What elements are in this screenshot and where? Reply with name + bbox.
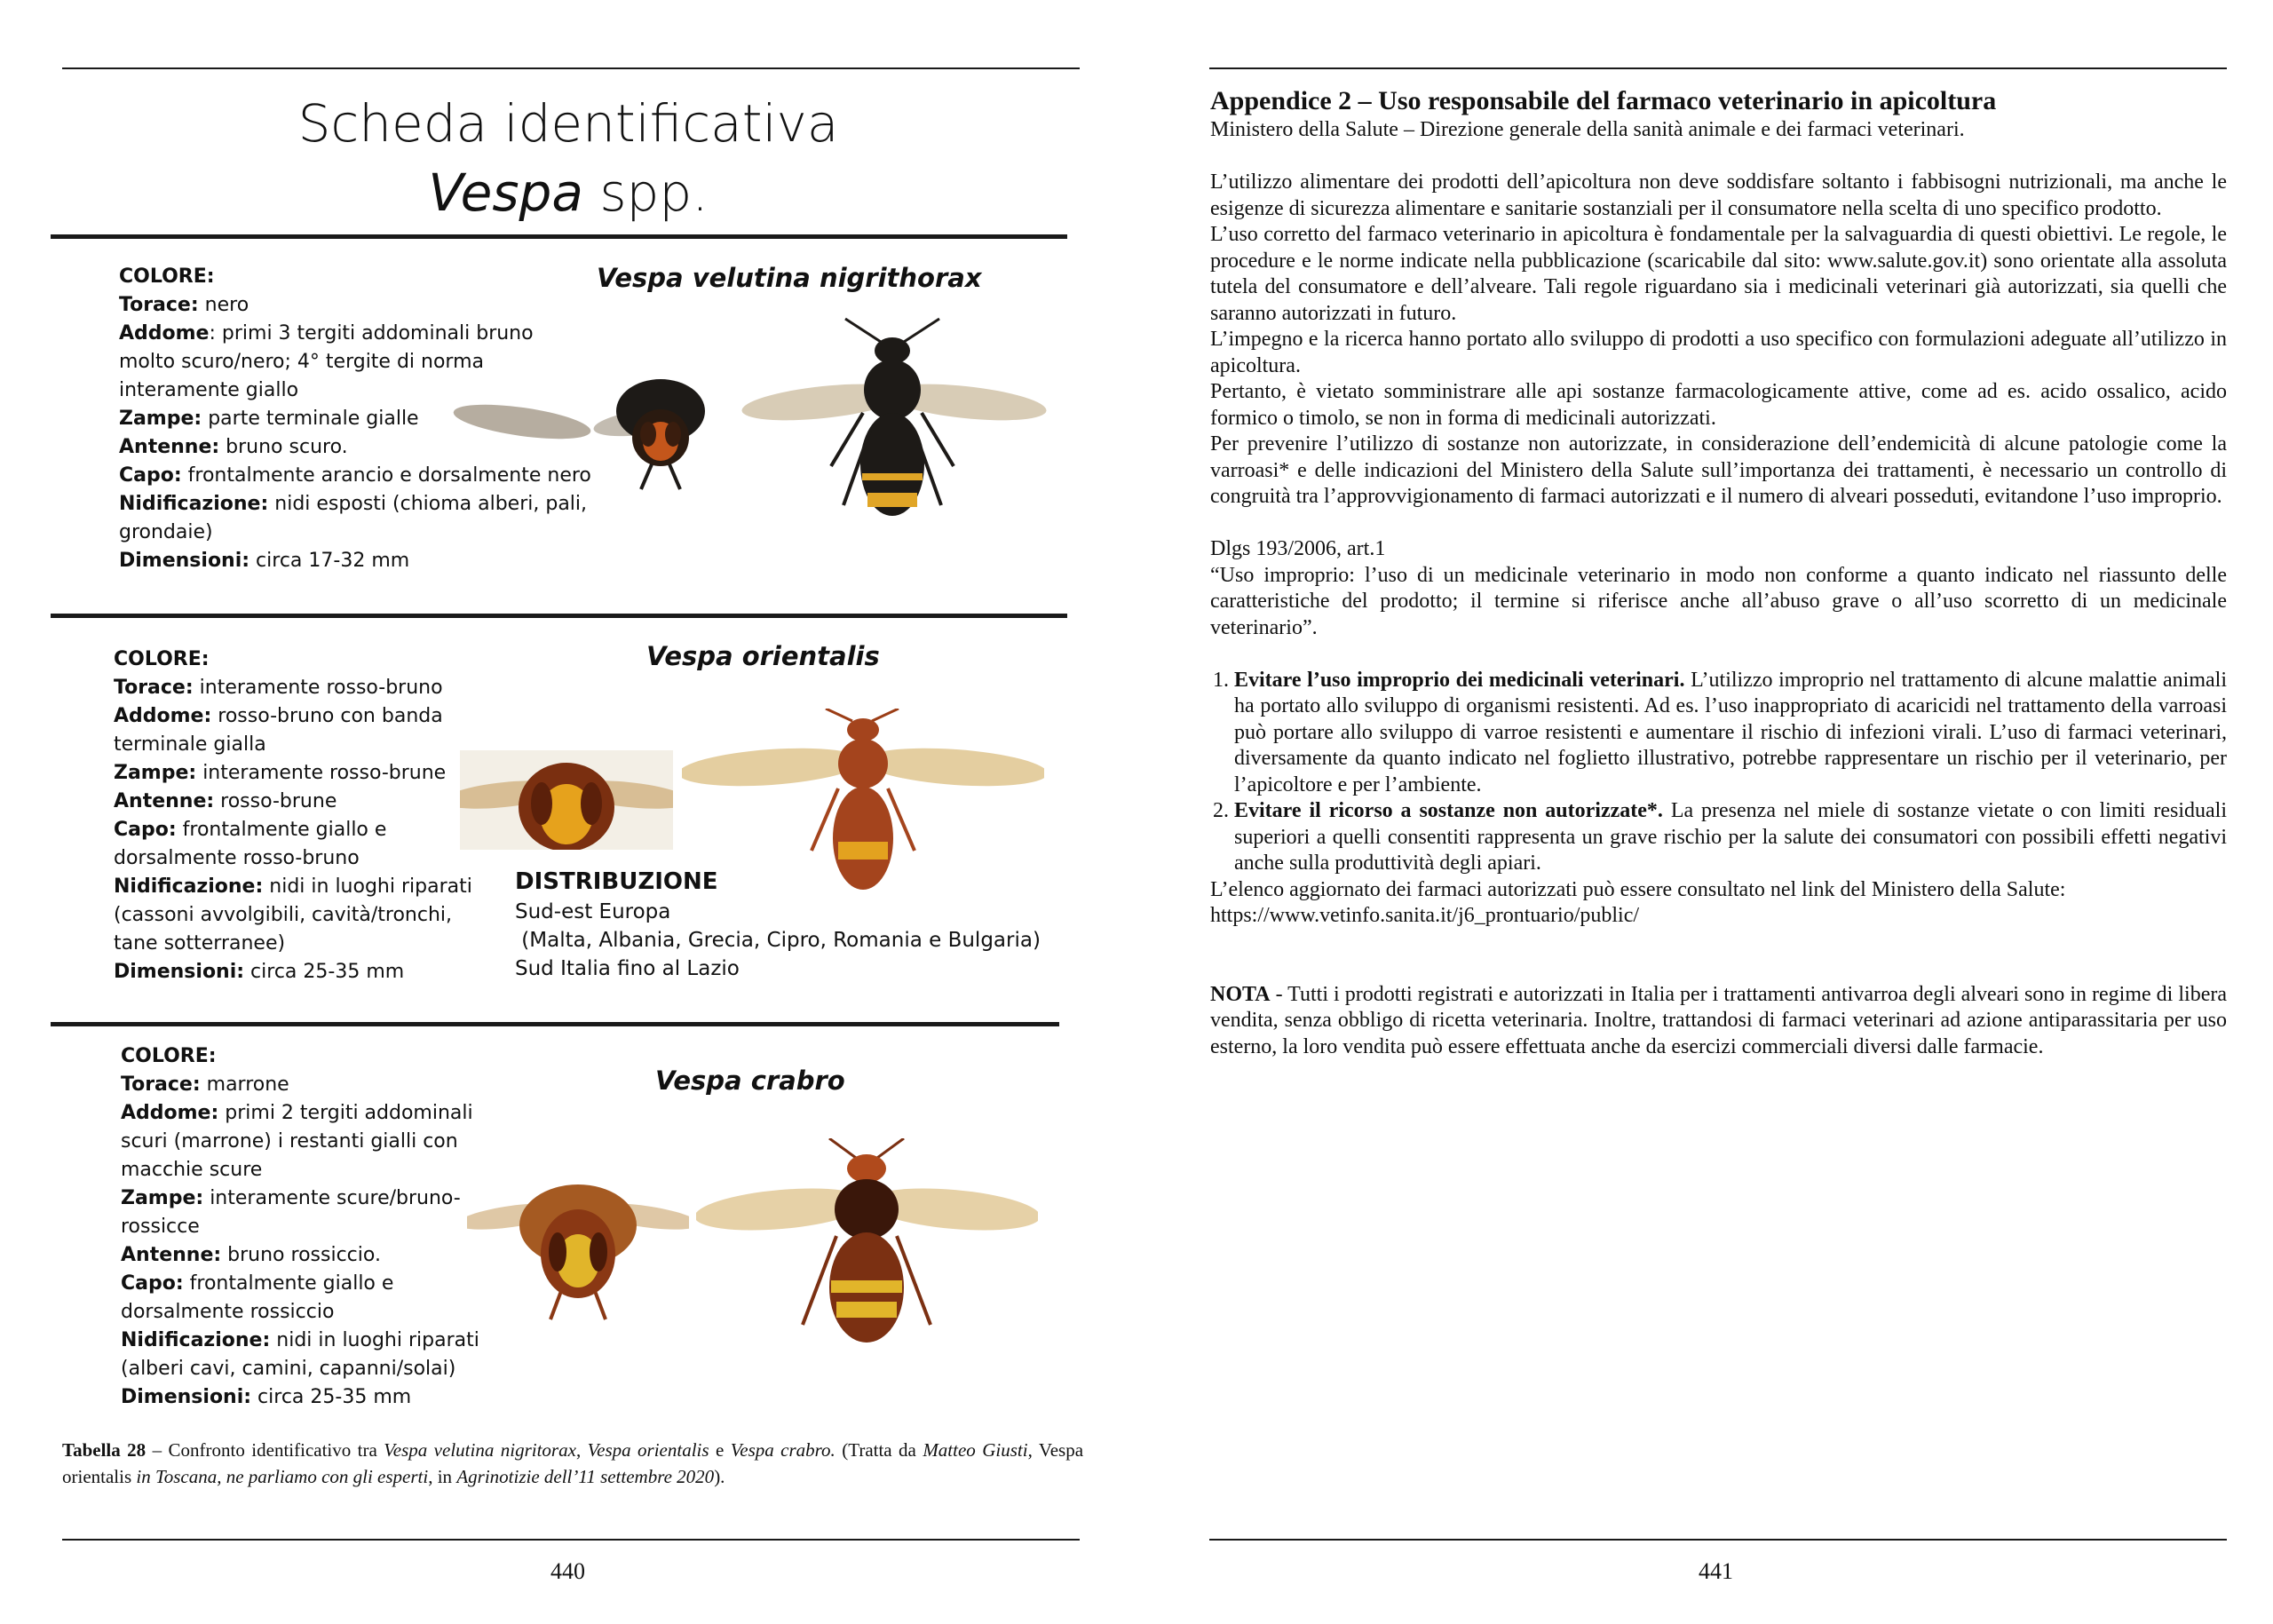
section-divider	[51, 614, 1067, 618]
desc-line: Zampe: interamente rosso-brune	[114, 762, 447, 784]
colore-label: COLORE:	[114, 648, 210, 670]
species-name: Vespa orientalis	[646, 641, 880, 671]
page-number: 440	[550, 1558, 585, 1584]
top-rule	[1209, 67, 2227, 69]
desc-line: Nidificazione: nidi esposti (chioma alberi, pali,	[119, 493, 588, 515]
desc-line: Capo: frontalmente giallo e	[121, 1272, 394, 1295]
desc-line: tane sotterranee)	[114, 932, 286, 955]
desc-line: Addome: primi 2 tergiti addominali	[121, 1102, 473, 1124]
desc-line: interamente giallo	[119, 379, 299, 401]
distribuzione-line: (Malta, Albania, Grecia, Cipro, Romania e Bulgaria)	[515, 929, 1041, 952]
distribuzione-title: DISTRIBUZIONE	[515, 868, 718, 895]
species-name: Vespa crabro	[655, 1066, 845, 1096]
desc-line: terminale gialla	[114, 733, 266, 756]
crabro-dorsal-photo	[696, 1138, 1038, 1351]
desc-line: Addome: primi 3 tergiti addominali bruno	[119, 322, 534, 345]
desc-line: Capo: frontalmente giallo e	[114, 819, 387, 841]
desc-line: Zampe: parte terminale gialle	[119, 408, 419, 430]
colore-label: COLORE:	[119, 265, 215, 288]
paragraph: L’uso corretto del farmaco veterinario in apicoltura è fondamentale per la salvaguardia di questi obiettivi. Le regole, le procedure e le norme indicate nella pubblicazione (scaricabile dal sito: www.salute.gov.it) sono orientate alla assoluta tutela del consumatore e dell’alveare. Tali regole riguardano sia i medicinali veterinari già autorizzati, sia quelli che saranno autorizzati in futuro.	[1210, 223, 2227, 325]
distribuzione-line: Sud Italia fino al Lazio	[515, 957, 740, 980]
distribuzione-line: Sud-est Europa	[515, 900, 671, 923]
desc-line: scuri (marrone) i restanti gialli con	[121, 1130, 458, 1153]
desc-line: macchie scure	[121, 1159, 263, 1181]
desc-line: Torace: interamente rosso-bruno	[114, 677, 443, 699]
desc-line: Nidificazione: nidi in luoghi riparati	[114, 875, 472, 898]
table-caption: Tabella 28 – Confronto identificativo tra Vespa velutina nigritorax, Vespa orientalis e Vespa crabro. (Tratta da Matteo Giusti, Vespa orientalis in Toscana, ne parliamo con gli esperti, in Agrinotizie dell’11 settembre 2020).	[62, 1439, 1084, 1487]
desc-line: dorsalmente rossiccio	[121, 1301, 335, 1323]
bottom-rule	[62, 1539, 1080, 1541]
desc-line: Dimensioni: circa 25-35 mm	[114, 961, 405, 983]
orientalis-head-photo	[460, 750, 673, 850]
desc-line: Antenne: bruno scuro.	[119, 436, 348, 458]
paragraph: Per prevenire l’utilizzo di sostanze non autorizzate, in considerazione dell’endemicità di alcune patologie come la varroasi* e delle indicazioni del Ministero della Salute sull’importanza dei trattamenti, è necessario un controllo di congruità tra l’approvvigionamento di farmaci autorizzati e il numero di alveari posseduti, evitandone l’uso improprio.	[1210, 432, 2227, 508]
species-description	[114, 646, 472, 986]
paragraph: L’impegno e la ricerca hanno portato allo sviluppo di prodotti a uso specifico con formulazioni adeguate all’utilizzo in apicoltura.	[1210, 328, 2227, 377]
list-item: 1. Evitare l’uso improprio dei medicinali veterinari. L’utilizzo improprio nel trattamento di alcune malattie animali ha portato allo sviluppo di organismi resistenti. Ad es. l’uso inappropriato di acaricidi nel trattamento della varroasi può portare allo sviluppo di varroe resistenti e aumentare il rischio di infezioni virali. L’uso di farmaci veterinari, diversamente da quanto indicato nel foglietto illustrativo, potrebbe rappresentare un rischio per il veterinario, per l’apicoltore e per l’ambiente.	[1234, 668, 2227, 799]
desc-line: Torace: nero	[119, 294, 249, 316]
page-title	[80, 89, 1057, 227]
desc-line: molto scuro/nero; 4° tergite di norma	[119, 351, 485, 373]
section-divider	[51, 1022, 1059, 1026]
nota-paragraph: NOTA - Tutti i prodotti registrati e autorizzati in Italia per i trattamenti antivarroa degli alveari sono in regime di libera vendita, senza obbligo di ricetta veterinaria. Inoltre, trattandosi di farmaci veterinari ad azione antiparassitaria per uso esterno, la loro vendita può essere effettuata anche da esercizi commerciali diversi dalle farmacie.	[1210, 982, 2227, 1058]
desc-line: rossicce	[121, 1216, 200, 1238]
left-page	[0, 0, 1136, 1624]
velutina-front-photo	[451, 360, 717, 493]
desc-line: Capo: frontalmente arancio e dorsalmente nero	[119, 464, 591, 487]
desc-line: Antenne: bruno rossiccio.	[121, 1244, 381, 1266]
dlgs-reference: Dlgs 193/2006, art.1	[1210, 537, 1386, 560]
desc-line: Torace: marrone	[121, 1073, 289, 1096]
desc-line: grondaie)	[119, 521, 213, 543]
dlgs-quote: “Uso improprio: l’uso di un medicinale veterinario in modo non conforme a quanto indicato nel riassunto delle caratteristiche del prodotto; il termine si riferisce anche all’abuso grave o all’uso scorretto di un medicinale veterinario”.	[1210, 563, 2227, 639]
elenco-text: L’elenco aggiornato dei farmaci autorizzati può essere consultato nel link del Ministero della Salute:	[1210, 877, 2066, 901]
crabro-front-photo	[467, 1172, 689, 1323]
desc-line: Antenne: rosso-brune	[114, 790, 337, 812]
desc-line: dorsalmente rosso-bruno	[114, 847, 360, 869]
caption-label: Tabella 28	[62, 1439, 147, 1461]
colore-label: COLORE:	[121, 1045, 217, 1067]
desc-line: Dimensioni: circa 25-35 mm	[121, 1386, 412, 1408]
elenco-link[interactable]: https://www.vetinfo.sanita.it/j6_prontuario/public/	[1210, 904, 1640, 927]
desc-line: (cassoni avvolgibili, cavità/tronchi,	[114, 904, 453, 926]
desc-line: Dimensioni: circa 17-32 mm	[119, 550, 410, 572]
top-rule	[62, 67, 1080, 69]
list-item: 2. Evitare il ricorso a sostanze non autorizzate*. La presenza nel miele di sostanze vietate o con limiti residuali superiori a quelli consentiti rappresenta un grave rischio per la salute dei consumatori con possibili effetti negativi anche sulla produttività degli apiari.	[1234, 798, 2227, 877]
page-number: 441	[1699, 1558, 1733, 1584]
title-genus: Vespa	[428, 162, 583, 223]
desc-line: Zampe: interamente scure/bruno-	[121, 1187, 461, 1209]
bottom-rule	[1209, 1539, 2227, 1541]
distribuzione-block	[515, 866, 1041, 983]
title-line-2	[80, 158, 1057, 227]
appendix-block	[1210, 85, 2227, 1060]
desc-line: Nidificazione: nidi in luoghi riparati	[121, 1329, 479, 1351]
section-divider	[51, 234, 1067, 239]
appendix-heading: Appendice 2 – Uso responsabile del farmaco veterinario in apicoltura	[1210, 86, 1997, 115]
desc-line: (alberi cavi, camini, capanni/solai)	[121, 1358, 456, 1380]
velutina-dorsal-photo	[739, 315, 1049, 528]
nota-label: NOTA	[1210, 982, 1271, 1006]
paragraph: L’utilizzo alimentare dei prodotti dell’apicoltura non deve soddisfare soltanto i fabbisogni nutrizionali, ma anche le esigenze di sicurezza alimentare e sanitarie sostanziali per il consumatore nella scelta di uno specifico prodotto.	[1210, 170, 2227, 220]
species-name: Vespa velutina nigrithorax	[597, 263, 982, 293]
species-description	[121, 1042, 479, 1412]
title-suffix: spp.	[582, 162, 709, 223]
appendix-subheading: Ministero della Salute – Direzione generale della sanità animale e dei farmaci veterinari.	[1210, 118, 1965, 141]
desc-line: Addome: rosso-bruno con banda	[114, 705, 443, 727]
title-line-1: Scheda identificativa	[297, 93, 839, 154]
paragraph: Pertanto, è vietato somministrare alle api sostanze farmacologicamente attive, come ad es. acido ossalico, acido formico o timolo, se non in forma di medicinali autorizzati.	[1210, 380, 2227, 430]
recommendation-list	[1210, 668, 2227, 877]
